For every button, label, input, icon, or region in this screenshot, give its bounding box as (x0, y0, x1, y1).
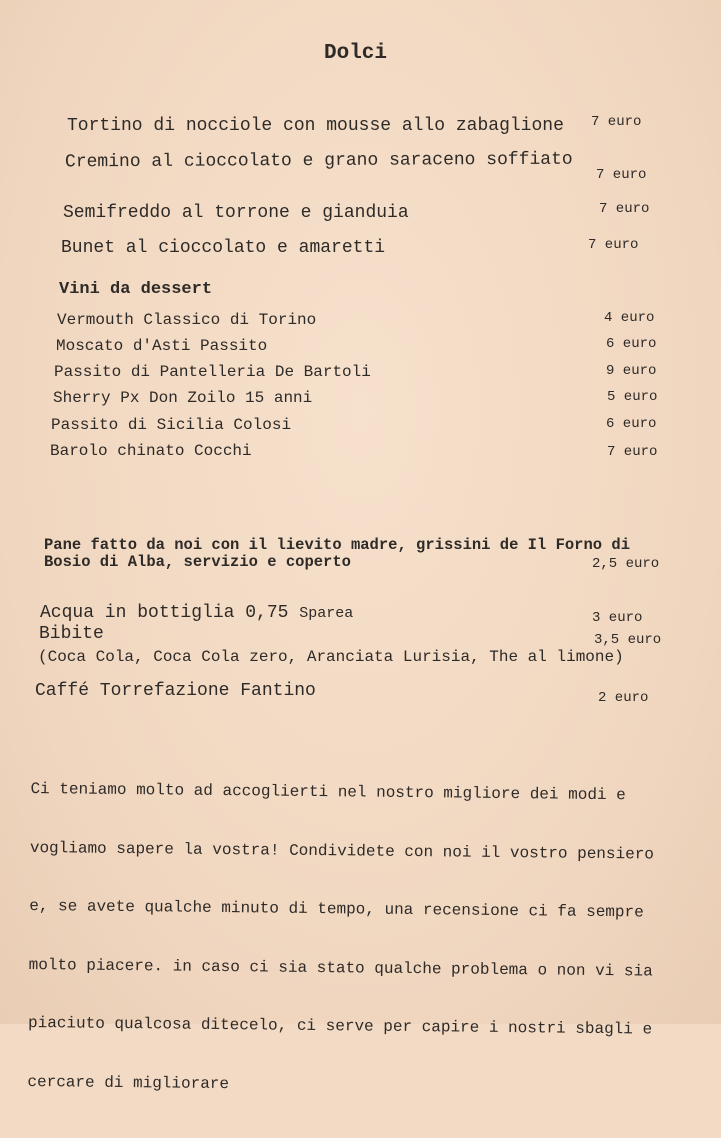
water-price: 3 euro (592, 610, 643, 626)
wine-price: 9 euro (606, 363, 657, 379)
dessert-item: Bunet al cioccolato e amaretti (61, 238, 386, 258)
message-line: piaciuto qualcosa ditecelo, ci serve per capire i nostri sbagli e (27, 1013, 653, 1039)
message-line: cercare di migliorare (27, 1072, 230, 1093)
wine-price: 5 euro (607, 389, 658, 405)
message-line: vogliamo sapere la vostra! Condividete con noi il vostro pensiero (29, 838, 655, 864)
wine-item: Vermouth Classico di Torino (57, 311, 317, 329)
soft-drinks-list: (Coca Cola, Coca Cola zero, Aranciata Lurisia, The al limone) (38, 648, 624, 666)
dessert-item: Semifreddo al torrone e gianduia (63, 203, 409, 223)
dessert-price: 7 euro (591, 114, 642, 130)
wine-item: Passito di Pantelleria De Bartoli (54, 363, 371, 381)
wine-price: 7 euro (607, 444, 658, 460)
dessert-price: 7 euro (588, 237, 639, 253)
wine-price: 6 euro (606, 336, 657, 352)
cover-price: 2,5 euro (592, 556, 660, 572)
soft-drinks-item: Bibite (39, 624, 104, 644)
dessert-price: 7 euro (596, 167, 647, 183)
coffee-item: Caffé Torrefazione Fantino (35, 681, 316, 701)
message-line: e, se avete qualche minuto di tempo, una recensione ci fa sempre (29, 896, 644, 922)
message-line: molto piacere. in caso ci sia stato qualche problema o non vi sia (28, 955, 653, 981)
water-brand: Sparea (299, 605, 354, 622)
customer-message (27, 741, 655, 1138)
dessert-item: Tortino di nocciole con mousse allo zabaglione (67, 116, 564, 136)
cover-line: Pane fatto da noi con il lievito madre, grissini de Il Forno di (44, 536, 630, 554)
cover-line: Bosio di Alba, servizio e coperto (44, 553, 351, 571)
wine-price: 6 euro (606, 416, 657, 432)
wines-heading: Vini da dessert (59, 280, 213, 299)
wine-item: Moscato d'Asti Passito (56, 337, 268, 355)
wine-price: 4 euro (604, 310, 655, 326)
wine-item: Barolo chinato Cocchi (50, 442, 252, 460)
page-title: Dolci (324, 42, 388, 65)
water-label: Acqua in bottiglia 0,75 (40, 603, 289, 623)
wine-item: Sherry Px Don Zoilo 15 anni (53, 389, 313, 407)
water-item (40, 603, 353, 623)
wine-item: Passito di Sicilia Colosi (51, 416, 292, 434)
dessert-item: Cremino al cioccolato e grano saraceno soffiato (64, 149, 573, 173)
message-line: Ci teniamo molto ad accoglierti nel nostro migliore dei modi e (30, 779, 626, 805)
coffee-price: 2 euro (598, 690, 649, 706)
soft-drinks-price: 3,5 euro (594, 632, 662, 648)
dessert-price: 7 euro (599, 201, 650, 217)
